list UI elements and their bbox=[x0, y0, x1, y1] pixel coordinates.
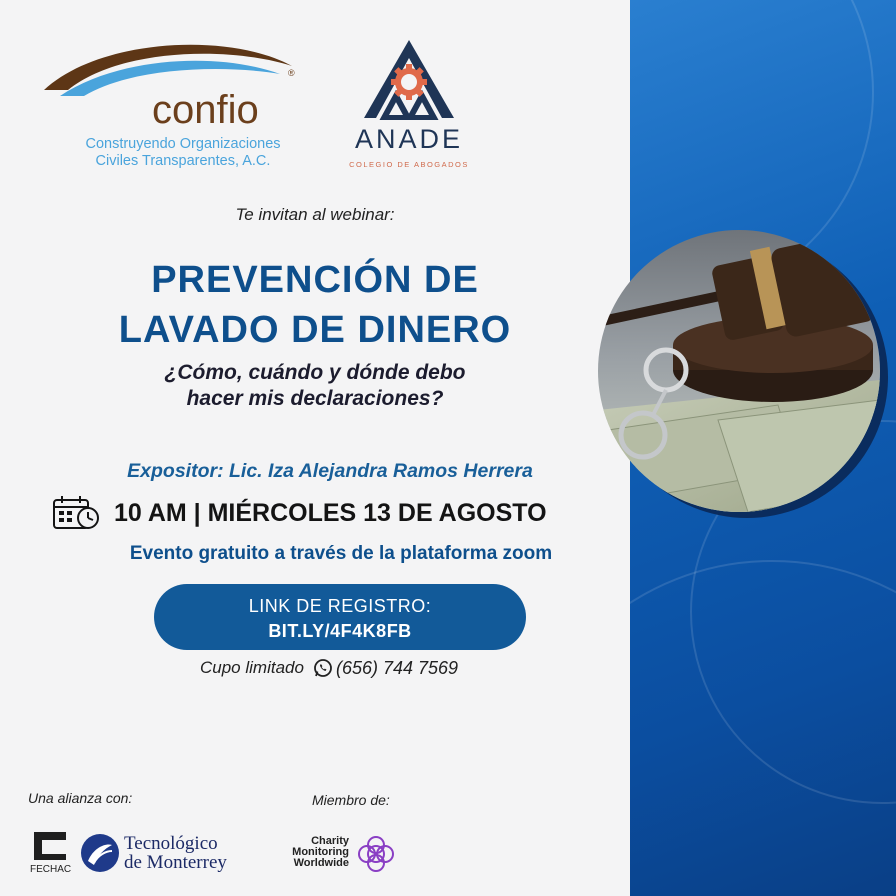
anade-logo-icon bbox=[352, 38, 466, 120]
anade-subtitle: COLEGIO DE ABOGADOS bbox=[349, 160, 469, 169]
charity-monitoring-logo-icon bbox=[356, 834, 396, 874]
title-line2: LAVADO DE DINERO bbox=[118, 309, 512, 351]
tec-line1: Tecnológico bbox=[124, 833, 218, 854]
subtitle-line1: ¿Cómo, cuándo y dónde debo bbox=[164, 361, 466, 384]
miembro-label: Miembro de: bbox=[312, 792, 390, 808]
phone-number: (656) 744 7569 bbox=[335, 657, 459, 678]
registered-mark: ® bbox=[288, 68, 295, 78]
registration-link[interactable]: BIT.LY/4F4K8FB bbox=[268, 621, 412, 641]
registration-link-button[interactable] bbox=[154, 584, 526, 650]
webinar-title bbox=[0, 255, 630, 355]
cmw-line1: Charity bbox=[311, 835, 349, 847]
event-datetime: 10 AM | MIÉRCOLES 13 DE AGOSTO bbox=[114, 498, 547, 527]
cupo-text: Cupo limitado bbox=[200, 658, 304, 677]
alianza-label: Una alianza con: bbox=[28, 790, 133, 806]
expositor: Expositor: Lic. Iza Alejandra Ramos Herrera bbox=[127, 460, 533, 482]
confio-name: confio bbox=[152, 88, 259, 132]
event-date-row bbox=[52, 494, 547, 532]
cmw-line2: Monitoring bbox=[292, 846, 349, 858]
subtitle-line2: hacer mis declaraciones? bbox=[186, 387, 444, 410]
tecnologico-logo-icon bbox=[80, 833, 120, 873]
calendar-clock-icon bbox=[52, 494, 100, 532]
fechac-logo bbox=[32, 830, 68, 862]
charity-monitoring-name bbox=[283, 836, 349, 869]
tecnologico-name bbox=[124, 834, 227, 872]
whatsapp-icon bbox=[312, 657, 334, 679]
event-platform-note: Evento gratuito a través de la plataforma zoom bbox=[129, 543, 553, 564]
confio-tagline-line2: Civiles Transparentes, A.C. bbox=[95, 153, 271, 169]
confio-tagline bbox=[58, 136, 308, 170]
confio-tagline-line1: Construyendo Organizaciones bbox=[85, 136, 281, 152]
contact-row bbox=[200, 656, 458, 680]
tec-line2: de Monterrey bbox=[124, 852, 227, 873]
fechac-label: FECHAC bbox=[30, 864, 72, 875]
gavel-handcuffs-money-photo bbox=[598, 230, 880, 512]
invite-text: Te invitan al webinar: bbox=[235, 205, 395, 224]
anade-name: ANADE bbox=[354, 124, 464, 154]
title-line1: PREVENCIÓN DE bbox=[151, 259, 479, 301]
registration-label: LINK DE REGISTRO: bbox=[248, 596, 432, 616]
cmw-line3: Worldwide bbox=[293, 857, 349, 869]
webinar-subtitle bbox=[0, 360, 630, 412]
